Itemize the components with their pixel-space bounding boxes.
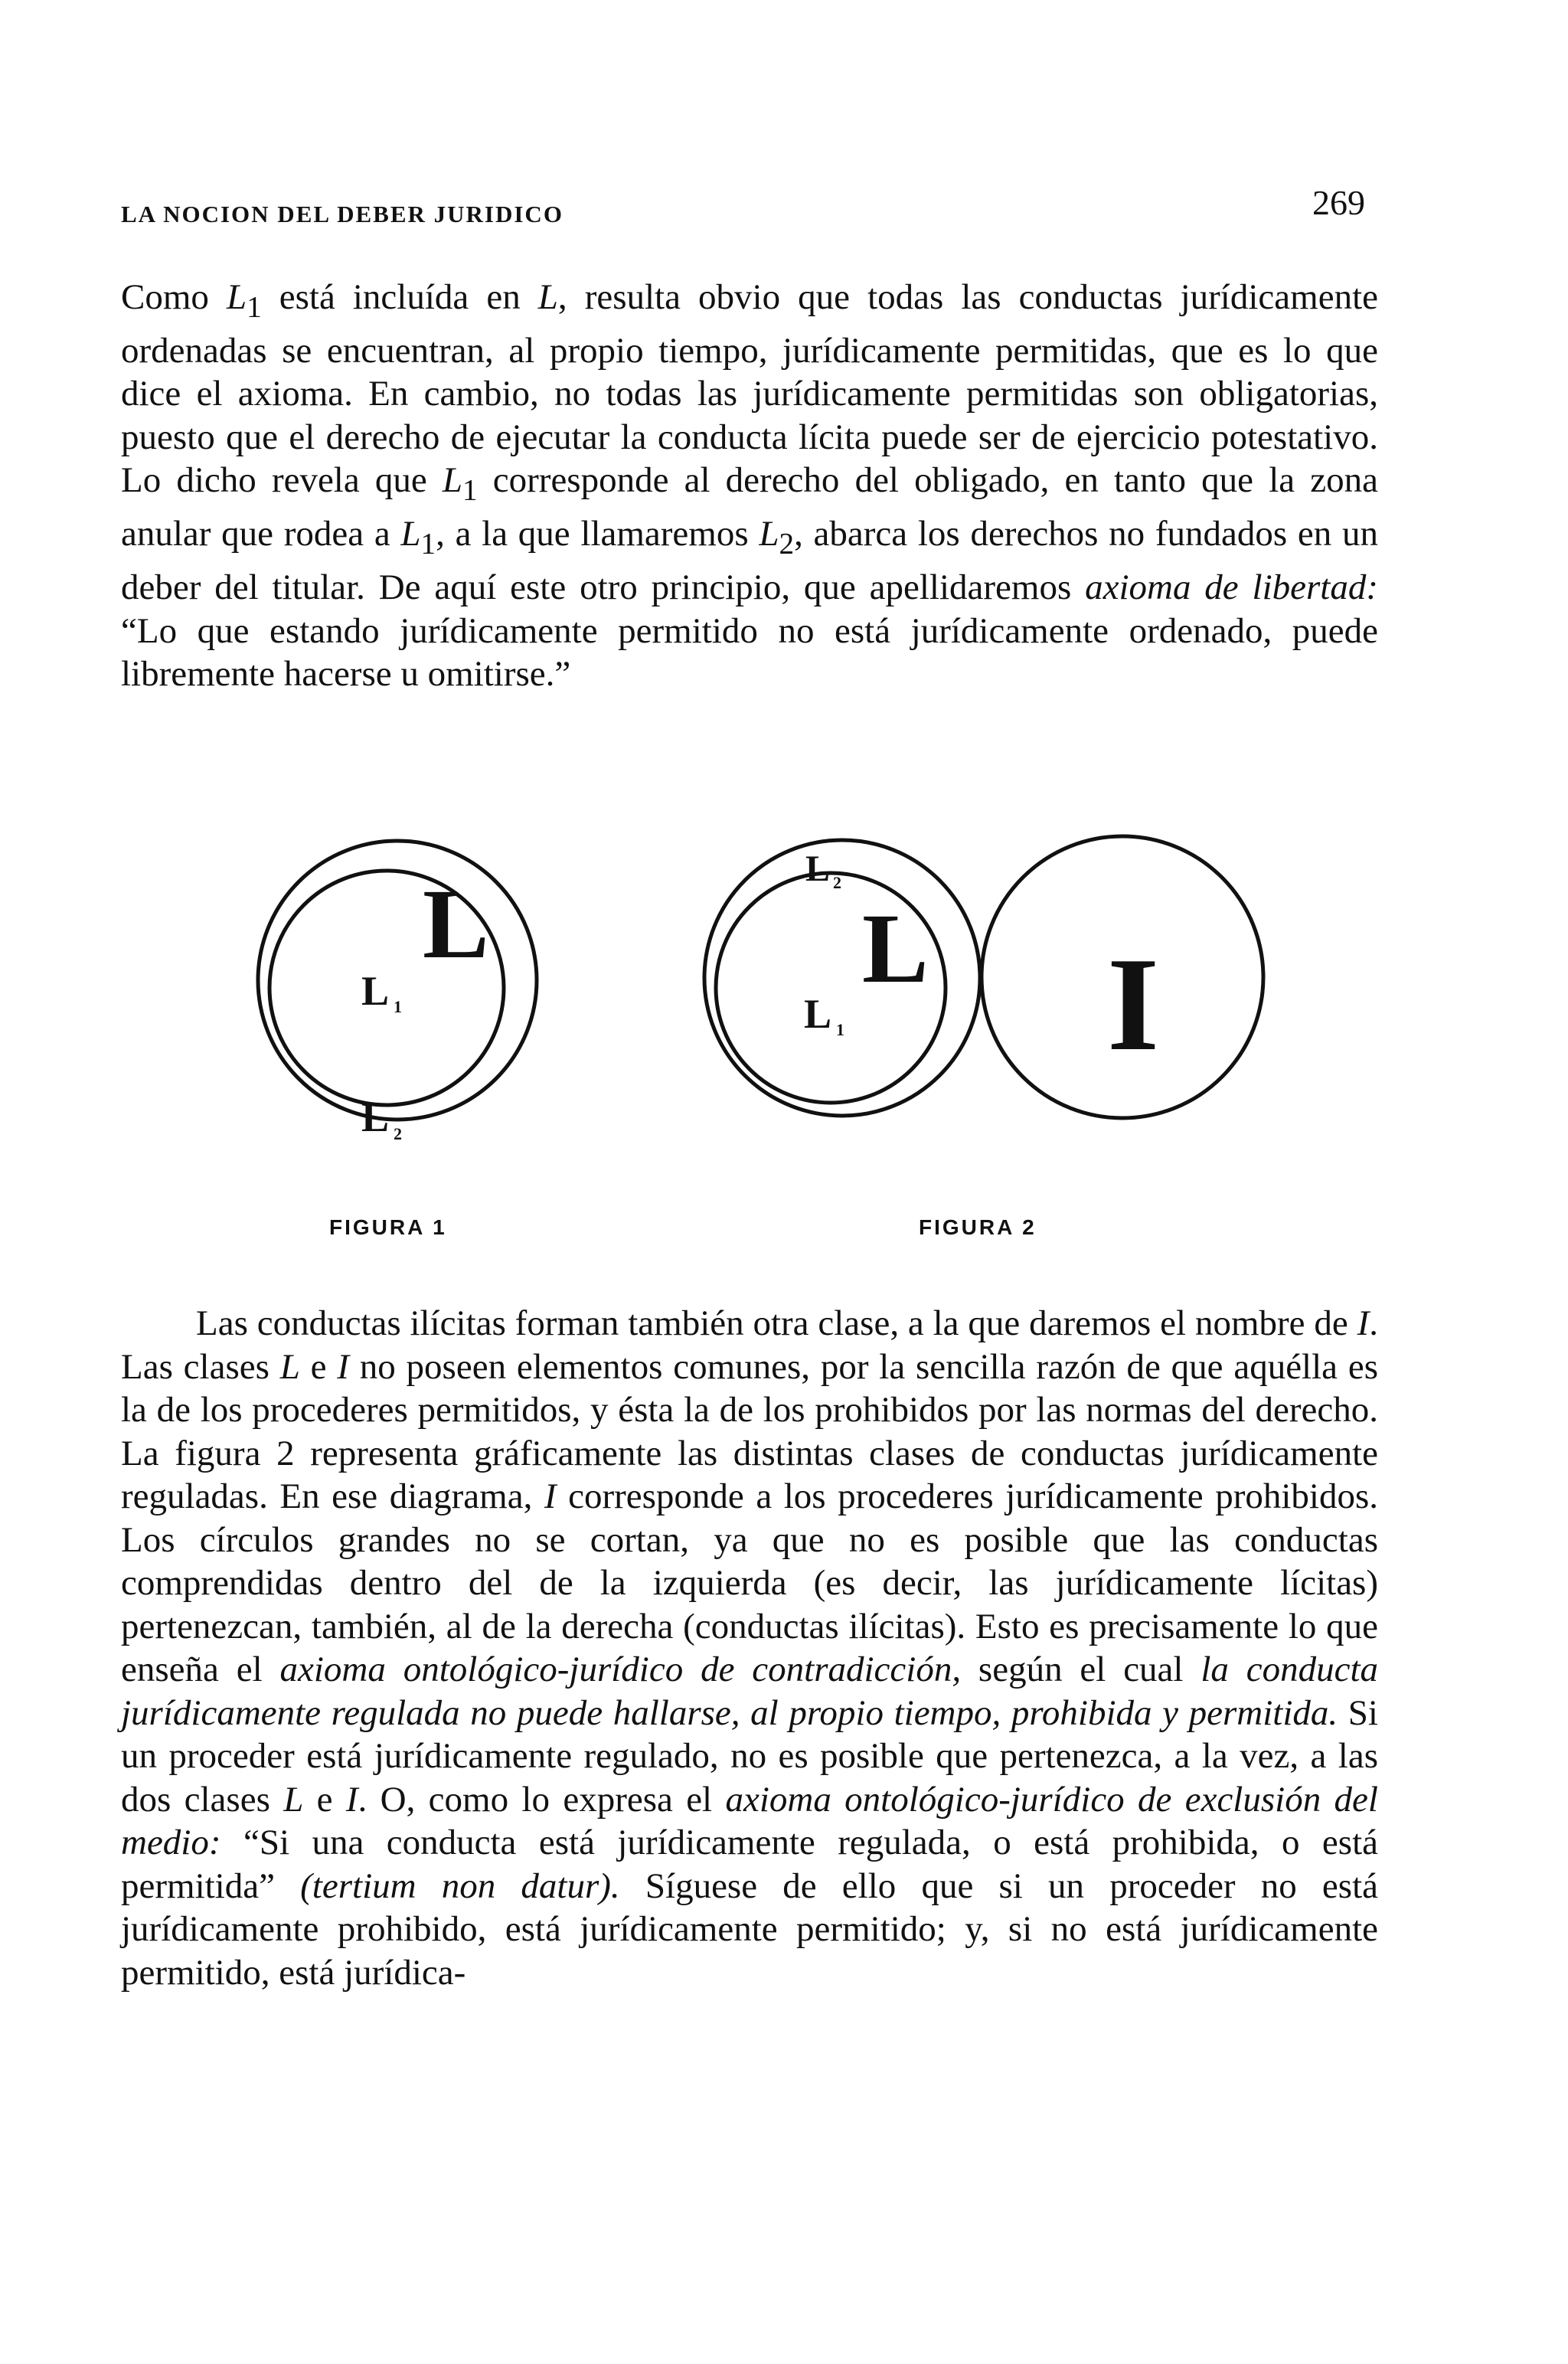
symbol-subscript: 1 [247,290,262,324]
italic-term: (tertium non datur). [300,1865,620,1906]
symbol-subscript: 1 [420,527,436,561]
text-run: está incluída en [261,277,538,317]
italic-term: axioma ontológico-jurídico de exclusión del medio: [121,1779,1378,1862]
figure-1-outer-label: L [361,1094,390,1140]
figure-2-top-sub: 2 [833,873,841,892]
symbol-I: I [345,1779,358,1820]
symbol-I: I [544,1476,557,1516]
text-run: Síguese de ello que si un proceder no está jurídicamente prohibido, está jurídicamente permitido; y, si no está jurídicamente permitido, está jurídica- [121,1865,1379,1993]
figure-2-inner-sub: 1 [836,1020,844,1039]
figure-1-inner-label: L [361,968,390,1014]
text-run: Como [121,277,227,317]
italic-term: la conducta jurídicamente regulada no puede hallarse, al propio tiempo, prohibida y permitida. [121,1650,1379,1733]
italic-term: axioma ontológico-jurídico de contradicción, [279,1650,962,1689]
text-run: corresponde al derecho del obligado, en tanto que la zona anular que rodea a [121,460,1378,554]
figures-diagram [0,827,1568,1256]
symbol-L: L [400,514,421,554]
figure-2-right-label: I [1107,930,1160,1078]
symbol-L: L [283,1779,304,1820]
figure-1-big-label: L [423,869,489,979]
text-run: , a la que llamaremos [436,514,760,554]
symbol-L: L [226,277,247,317]
figure-1-caption: FIGURA 1 [329,1215,447,1239]
figure-2-top-label: L [805,848,831,889]
text-run: “Si una conducta está jurídicamente regulada, o está prohibida, o está permitida” [121,1823,1378,1906]
paragraph-1 [121,276,1378,696]
paragraph-2 [121,1302,1378,1994]
text-run: . Las clases [121,1303,1378,1387]
page-number: 269 [1312,183,1365,222]
text-run: . O, como lo expresa el [358,1779,726,1820]
figure-2-big-label: L [862,894,929,1004]
text-run: según el cual [961,1650,1201,1689]
figure-2-left-outer-circle [704,840,980,1116]
text-run: e [303,1779,346,1820]
text-run: “Lo que estando jurídicamente permitido no está jurídicamente ordenado, puede libremente hacerse u omitirse.” [121,610,1378,695]
text-run: e [299,1346,338,1387]
figure-2-diagram [704,836,1263,1118]
figure-1-diagram [258,841,537,1143]
figure-1-inner-sub: 1 [394,997,402,1016]
figure-2-inner-label: L [804,991,832,1037]
text-run: Las conductas ilícitas forman también otra clase, a la que daremos el nombre de [196,1303,1357,1343]
symbol-L: L [279,1346,300,1387]
symbol-L: L [759,514,779,554]
running-head: LA NOCION DEL DEBER JURIDICO [121,201,564,227]
symbol-I: I [1357,1303,1370,1343]
symbol-L: L [537,277,558,317]
italic-term: axioma de libertad: [1085,567,1378,608]
text-run: corresponde a los procederes jurídicamente prohibidos. Los círculos grandes no se cortan, ya que no es posible que las conductas comprendidas dentro del de la izquierda (es decir, las jurídicamente lícitas) pertenezcan, también, al de la derecha (conductas ilícitas). Esto es precisamente lo que enseña el [121,1476,1378,1689]
figure-1-outer-sub: 2 [394,1124,402,1143]
figure-1-outer-circle [258,841,537,1120]
text-run: no poseen elementos comunes, por la sencilla razón de que aquélla es la de los procederes permitidos, y ésta la de los prohibidos por las normas del derecho. La figura 2 representa gráficamente las distintas clases de conductas jurídicamente reguladas. En ese diagrama, [121,1346,1378,1516]
figures [0,827,1568,1256]
symbol-I: I [337,1346,349,1387]
figure-2-caption: FIGURA 2 [919,1215,1037,1239]
text-run: , abarca los derechos no fundados en un deber del titular. De aquí este otro principio, que apellidaremos [121,514,1378,608]
text-run: , resulta obvio que todas las conductas jurídicamente ordenadas se encuentran, al propio tiempo, jurídicamente permitidas, que es lo que dice el axioma. En cambio, no todas las jurídicamente permitidas son obligatorias, puesto que el derecho de ejecutar la conducta lícita puede ser de ejercicio potestativo. Lo dicho revela que [121,277,1378,501]
text-run: Si un proceder está jurídicamente regulado, no es posible que pertenezca, a la vez, a las dos clases [121,1692,1378,1820]
symbol-L: L [442,460,463,501]
symbol-subscript: 1 [462,473,478,507]
symbol-subscript: 2 [779,527,795,561]
